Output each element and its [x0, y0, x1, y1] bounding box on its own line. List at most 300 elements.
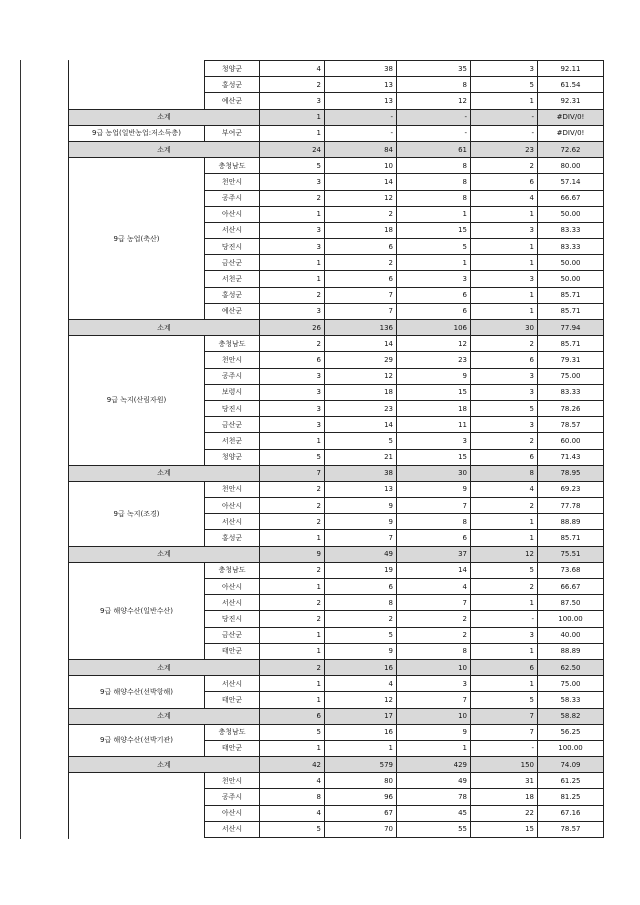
rate-cell: 100.00 [538, 611, 604, 627]
value-cell-b: 1 [325, 740, 397, 756]
value-cell-b: 9 [325, 643, 397, 659]
region-cell: 태안군 [205, 692, 260, 708]
region-cell: 충청남도 [205, 562, 260, 578]
rate-cell: 69.23 [538, 481, 604, 497]
value-cell-c: 7 [397, 692, 471, 708]
job-category-cell: 9급 해양수산(선박항해) [69, 676, 205, 708]
value-cell-b: 7 [325, 287, 397, 303]
region-cell: 공주시 [205, 789, 260, 805]
subtotal-value-b: - [325, 109, 397, 125]
value-cell-c: 1 [397, 206, 471, 222]
region-cell: 당진시 [205, 611, 260, 627]
region-cell: 서산시 [205, 514, 260, 530]
rate-cell: 66.67 [538, 190, 604, 206]
value-cell-a: 1 [260, 643, 325, 659]
value-cell-d: 1 [471, 643, 538, 659]
value-cell-a: 3 [260, 303, 325, 319]
subtotal-label: 소계 [69, 141, 260, 157]
value-cell-a: 5 [260, 158, 325, 174]
value-cell-d: 2 [471, 498, 538, 514]
subtotal-value-a: 24 [260, 141, 325, 157]
value-cell-a: 3 [260, 93, 325, 109]
subtotal-label: 소계 [69, 320, 260, 336]
value-cell-a: 2 [260, 336, 325, 352]
subtotal-row [69, 320, 604, 336]
region-cell: 홍성군 [205, 530, 260, 546]
rate-cell: 50.00 [538, 255, 604, 271]
value-cell-b: 4 [325, 676, 397, 692]
table-row [69, 336, 604, 352]
rate-cell: 81.25 [538, 789, 604, 805]
value-cell-c: 11 [397, 417, 471, 433]
rate-cell: 83.33 [538, 222, 604, 238]
region-cell: 당진시 [205, 400, 260, 416]
region-cell: 천안시 [205, 174, 260, 190]
value-cell-c: 1 [397, 255, 471, 271]
value-cell-d: 18 [471, 789, 538, 805]
subtotal-value-c: 429 [397, 757, 471, 773]
subtotal-label: 소계 [69, 465, 260, 481]
value-cell-c: 2 [397, 627, 471, 643]
value-cell-a: 3 [260, 222, 325, 238]
rate-cell: 60.00 [538, 433, 604, 449]
job-category-cell: 9급 해양수산(일반수산) [69, 562, 205, 659]
value-cell-d: 3 [471, 271, 538, 287]
value-cell-a: 4 [260, 805, 325, 821]
value-cell-b: 19 [325, 562, 397, 578]
recruitment-statistics-table [68, 60, 604, 838]
value-cell-a: 1 [260, 692, 325, 708]
rate-cell: 61.25 [538, 773, 604, 789]
value-cell-c: 8 [397, 514, 471, 530]
value-cell-d: 6 [471, 174, 538, 190]
value-cell-d: 3 [471, 61, 538, 77]
region-cell: 태안군 [205, 643, 260, 659]
value-cell-a: 2 [260, 190, 325, 206]
value-cell-c: 6 [397, 303, 471, 319]
value-cell-a: 1 [260, 271, 325, 287]
region-cell: 서천군 [205, 271, 260, 287]
subtotal-value-b: 17 [325, 708, 397, 724]
value-cell-c: 15 [397, 449, 471, 465]
value-cell-c: 15 [397, 222, 471, 238]
rate-cell: 75.00 [538, 368, 604, 384]
value-cell-d: 1 [471, 287, 538, 303]
value-cell-b: 12 [325, 190, 397, 206]
region-cell: 금산군 [205, 627, 260, 643]
region-cell: 서산시 [205, 821, 260, 837]
value-cell-a: 1 [260, 206, 325, 222]
subtotal-row [69, 757, 604, 773]
subtotal-value-c: - [397, 109, 471, 125]
subtotal-value-c: 30 [397, 465, 471, 481]
rate-cell: 78.57 [538, 417, 604, 433]
region-cell: 공주시 [205, 368, 260, 384]
region-cell: 서산시 [205, 595, 260, 611]
value-cell-b: 16 [325, 724, 397, 740]
rate-cell: 57.14 [538, 174, 604, 190]
subtotal-value-b: 38 [325, 465, 397, 481]
value-cell-c: 3 [397, 433, 471, 449]
table-row [69, 481, 604, 497]
rate-cell: 78.26 [538, 400, 604, 416]
value-cell-b: 14 [325, 336, 397, 352]
value-cell-a: 5 [260, 821, 325, 837]
subtotal-value-d: 8 [471, 465, 538, 481]
value-cell-c: 7 [397, 595, 471, 611]
region-cell: 아산시 [205, 206, 260, 222]
rate-cell: 92.11 [538, 61, 604, 77]
subtotal-row [69, 708, 604, 724]
value-cell-a: 2 [260, 514, 325, 530]
subtotal-rate: 58.82 [538, 708, 604, 724]
rate-cell: 50.00 [538, 206, 604, 222]
subtotal-value-b: 49 [325, 546, 397, 562]
subtotal-value-a: 42 [260, 757, 325, 773]
value-cell-a: 6 [260, 352, 325, 368]
subtotal-row [69, 141, 604, 157]
value-cell-b: 13 [325, 93, 397, 109]
subtotal-value-a: 6 [260, 708, 325, 724]
value-cell-d: 1 [471, 206, 538, 222]
value-cell-a: 2 [260, 77, 325, 93]
value-cell-d: 4 [471, 190, 538, 206]
value-cell-b: 5 [325, 627, 397, 643]
value-cell-b: - [325, 125, 397, 141]
value-cell-c: 8 [397, 643, 471, 659]
subtotal-label: 소계 [69, 757, 260, 773]
subtotal-value-c: 10 [397, 708, 471, 724]
subtotal-value-c: 10 [397, 659, 471, 675]
table-row [69, 61, 604, 77]
value-cell-d: 3 [471, 417, 538, 433]
page-left-border-line [20, 60, 21, 839]
rate-cell: 85.71 [538, 530, 604, 546]
value-cell-c: 12 [397, 93, 471, 109]
value-cell-d: 7 [471, 724, 538, 740]
table-row [69, 125, 604, 141]
rate-cell: 77.78 [538, 498, 604, 514]
subtotal-rate: 77.94 [538, 320, 604, 336]
job-category-cell: 9급 녹지(산림자원) [69, 336, 205, 466]
region-cell: 청양군 [205, 61, 260, 77]
rate-cell: 85.71 [538, 303, 604, 319]
subtotal-value-d: 23 [471, 141, 538, 157]
rate-cell: 92.31 [538, 93, 604, 109]
region-cell: 천안시 [205, 773, 260, 789]
job-category-cell: 9급 농업(일반농업:저소득층) [69, 125, 205, 141]
subtotal-rate: 75.51 [538, 546, 604, 562]
value-cell-d: - [471, 125, 538, 141]
subtotal-label: 소계 [69, 708, 260, 724]
value-cell-b: 18 [325, 384, 397, 400]
region-cell: 당진시 [205, 239, 260, 255]
value-cell-a: 2 [260, 481, 325, 497]
region-cell: 아산시 [205, 805, 260, 821]
value-cell-c: 8 [397, 174, 471, 190]
value-cell-c: 2 [397, 611, 471, 627]
subtotal-value-a: 26 [260, 320, 325, 336]
region-cell: 충청남도 [205, 724, 260, 740]
value-cell-a: 2 [260, 562, 325, 578]
value-cell-a: 1 [260, 433, 325, 449]
table-body [69, 61, 604, 838]
value-cell-a: 2 [260, 611, 325, 627]
job-category-cell: 9급 농업(축산) [69, 158, 205, 320]
value-cell-a: 4 [260, 61, 325, 77]
value-cell-a: 1 [260, 579, 325, 595]
subtotal-rate: 72.62 [538, 141, 604, 157]
value-cell-d: 1 [471, 530, 538, 546]
value-cell-c: 9 [397, 481, 471, 497]
value-cell-c: 45 [397, 805, 471, 821]
value-cell-a: 1 [260, 627, 325, 643]
value-cell-d: 1 [471, 93, 538, 109]
subtotal-rate: #DIV/0! [538, 109, 604, 125]
region-cell: 아산시 [205, 579, 260, 595]
value-cell-d: 2 [471, 579, 538, 595]
value-cell-d: 22 [471, 805, 538, 821]
value-cell-d: 2 [471, 433, 538, 449]
value-cell-a: 3 [260, 417, 325, 433]
region-cell: 청양군 [205, 449, 260, 465]
value-cell-c: 4 [397, 579, 471, 595]
value-cell-d: 3 [471, 368, 538, 384]
value-cell-b: 80 [325, 773, 397, 789]
value-cell-c: 78 [397, 789, 471, 805]
rate-cell: 67.16 [538, 805, 604, 821]
subtotal-rate: 74.09 [538, 757, 604, 773]
subtotal-value-d: 12 [471, 546, 538, 562]
rate-cell: 85.71 [538, 336, 604, 352]
region-cell: 태안군 [205, 740, 260, 756]
table-row [69, 773, 604, 789]
job-category-cell [69, 773, 205, 838]
value-cell-b: 21 [325, 449, 397, 465]
value-cell-d: 1 [471, 303, 538, 319]
subtotal-value-d: 6 [471, 659, 538, 675]
subtotal-row [69, 659, 604, 675]
value-cell-c: 55 [397, 821, 471, 837]
value-cell-a: 8 [260, 789, 325, 805]
subtotal-value-d: 150 [471, 757, 538, 773]
rate-cell: 88.89 [538, 643, 604, 659]
subtotal-value-a: 1 [260, 109, 325, 125]
subtotal-value-a: 2 [260, 659, 325, 675]
subtotal-value-d: 7 [471, 708, 538, 724]
value-cell-d: 2 [471, 158, 538, 174]
value-cell-d: 3 [471, 384, 538, 400]
value-cell-a: 2 [260, 498, 325, 514]
subtotal-row [69, 465, 604, 481]
value-cell-c: 8 [397, 190, 471, 206]
region-cell: 충청남도 [205, 336, 260, 352]
subtotal-value-b: 16 [325, 659, 397, 675]
subtotal-rate: 62.50 [538, 659, 604, 675]
region-cell: 천안시 [205, 481, 260, 497]
subtotal-value-d: - [471, 109, 538, 125]
value-cell-d: 6 [471, 449, 538, 465]
value-cell-b: 13 [325, 77, 397, 93]
value-cell-d: 1 [471, 239, 538, 255]
rate-cell: 100.00 [538, 740, 604, 756]
value-cell-b: 12 [325, 368, 397, 384]
rate-cell: 71.43 [538, 449, 604, 465]
rate-cell: 79.31 [538, 352, 604, 368]
value-cell-c: 1 [397, 740, 471, 756]
rate-cell: 61.54 [538, 77, 604, 93]
value-cell-b: 5 [325, 433, 397, 449]
rate-cell: #DIV/0! [538, 125, 604, 141]
rate-cell: 83.33 [538, 384, 604, 400]
value-cell-d: 1 [471, 255, 538, 271]
value-cell-b: 9 [325, 514, 397, 530]
value-cell-d: 1 [471, 676, 538, 692]
value-cell-c: 8 [397, 158, 471, 174]
table-row [69, 158, 604, 174]
subtotal-value-a: 9 [260, 546, 325, 562]
table-row [69, 562, 604, 578]
value-cell-b: 29 [325, 352, 397, 368]
subtotal-label: 소계 [69, 546, 260, 562]
subtotal-value-c: 61 [397, 141, 471, 157]
value-cell-d: 2 [471, 336, 538, 352]
value-cell-a: 1 [260, 740, 325, 756]
value-cell-d: 5 [471, 77, 538, 93]
value-cell-a: 2 [260, 287, 325, 303]
rate-cell: 56.25 [538, 724, 604, 740]
value-cell-c: 15 [397, 384, 471, 400]
value-cell-a: 4 [260, 773, 325, 789]
value-cell-b: 12 [325, 692, 397, 708]
value-cell-d: 4 [471, 481, 538, 497]
region-cell: 서천군 [205, 433, 260, 449]
value-cell-b: 18 [325, 222, 397, 238]
value-cell-a: 3 [260, 368, 325, 384]
value-cell-d: 5 [471, 692, 538, 708]
region-cell: 서산시 [205, 676, 260, 692]
value-cell-c: 9 [397, 724, 471, 740]
rate-cell: 78.57 [538, 821, 604, 837]
region-cell: 예산군 [205, 303, 260, 319]
value-cell-c: 8 [397, 77, 471, 93]
region-cell: 보령시 [205, 384, 260, 400]
region-cell: 공주시 [205, 190, 260, 206]
region-cell: 금산군 [205, 417, 260, 433]
subtotal-row [69, 109, 604, 125]
value-cell-c: 6 [397, 287, 471, 303]
value-cell-b: 10 [325, 158, 397, 174]
value-cell-b: 67 [325, 805, 397, 821]
region-cell: 천안시 [205, 352, 260, 368]
value-cell-a: 1 [260, 530, 325, 546]
rate-cell: 85.71 [538, 287, 604, 303]
value-cell-d: - [471, 740, 538, 756]
value-cell-a: 2 [260, 595, 325, 611]
rate-cell: 66.67 [538, 579, 604, 595]
value-cell-b: 38 [325, 61, 397, 77]
value-cell-c: 5 [397, 239, 471, 255]
region-cell: 충청남도 [205, 158, 260, 174]
rate-cell: 73.68 [538, 562, 604, 578]
rate-cell: 75.00 [538, 676, 604, 692]
table-row [69, 724, 604, 740]
value-cell-b: 13 [325, 481, 397, 497]
subtotal-value-a: 7 [260, 465, 325, 481]
value-cell-b: 2 [325, 611, 397, 627]
value-cell-b: 70 [325, 821, 397, 837]
value-cell-c: 18 [397, 400, 471, 416]
region-cell: 홍성군 [205, 77, 260, 93]
job-category-cell: 9급 녹지(조경) [69, 481, 205, 546]
region-cell: 부여군 [205, 125, 260, 141]
value-cell-a: 3 [260, 239, 325, 255]
value-cell-c: 14 [397, 562, 471, 578]
subtotal-label: 소계 [69, 659, 260, 675]
value-cell-d: - [471, 611, 538, 627]
subtotal-value-d: 30 [471, 320, 538, 336]
value-cell-b: 23 [325, 400, 397, 416]
value-cell-c: 6 [397, 530, 471, 546]
value-cell-d: 3 [471, 222, 538, 238]
value-cell-b: 7 [325, 303, 397, 319]
value-cell-d: 3 [471, 627, 538, 643]
subtotal-label: 소계 [69, 109, 260, 125]
value-cell-b: 14 [325, 417, 397, 433]
rate-cell: 50.00 [538, 271, 604, 287]
value-cell-b: 6 [325, 271, 397, 287]
value-cell-d: 31 [471, 773, 538, 789]
value-cell-c: 9 [397, 368, 471, 384]
value-cell-a: 1 [260, 255, 325, 271]
value-cell-c: 3 [397, 271, 471, 287]
subtotal-row [69, 546, 604, 562]
subtotal-value-c: 106 [397, 320, 471, 336]
rate-cell: 88.89 [538, 514, 604, 530]
rate-cell: 58.33 [538, 692, 604, 708]
value-cell-b: 8 [325, 595, 397, 611]
value-cell-c: 49 [397, 773, 471, 789]
value-cell-d: 15 [471, 821, 538, 837]
subtotal-rate: 78.95 [538, 465, 604, 481]
region-cell: 아산시 [205, 498, 260, 514]
subtotal-value-b: 579 [325, 757, 397, 773]
value-cell-b: 2 [325, 255, 397, 271]
job-category-cell [69, 61, 205, 110]
value-cell-b: 9 [325, 498, 397, 514]
value-cell-d: 1 [471, 514, 538, 530]
value-cell-c: 7 [397, 498, 471, 514]
value-cell-a: 3 [260, 384, 325, 400]
value-cell-a: 1 [260, 676, 325, 692]
value-cell-d: 1 [471, 595, 538, 611]
rate-cell: 40.00 [538, 627, 604, 643]
region-cell: 서산시 [205, 222, 260, 238]
rate-cell: 83.33 [538, 239, 604, 255]
value-cell-c: 35 [397, 61, 471, 77]
value-cell-a: 5 [260, 449, 325, 465]
rate-cell: 87.50 [538, 595, 604, 611]
value-cell-a: 3 [260, 174, 325, 190]
value-cell-a: 5 [260, 724, 325, 740]
value-cell-b: 6 [325, 239, 397, 255]
value-cell-b: 7 [325, 530, 397, 546]
value-cell-c: 3 [397, 676, 471, 692]
job-category-cell: 9급 해양수산(선박기관) [69, 724, 205, 756]
value-cell-c: 12 [397, 336, 471, 352]
value-cell-d: 5 [471, 400, 538, 416]
subtotal-value-b: 136 [325, 320, 397, 336]
